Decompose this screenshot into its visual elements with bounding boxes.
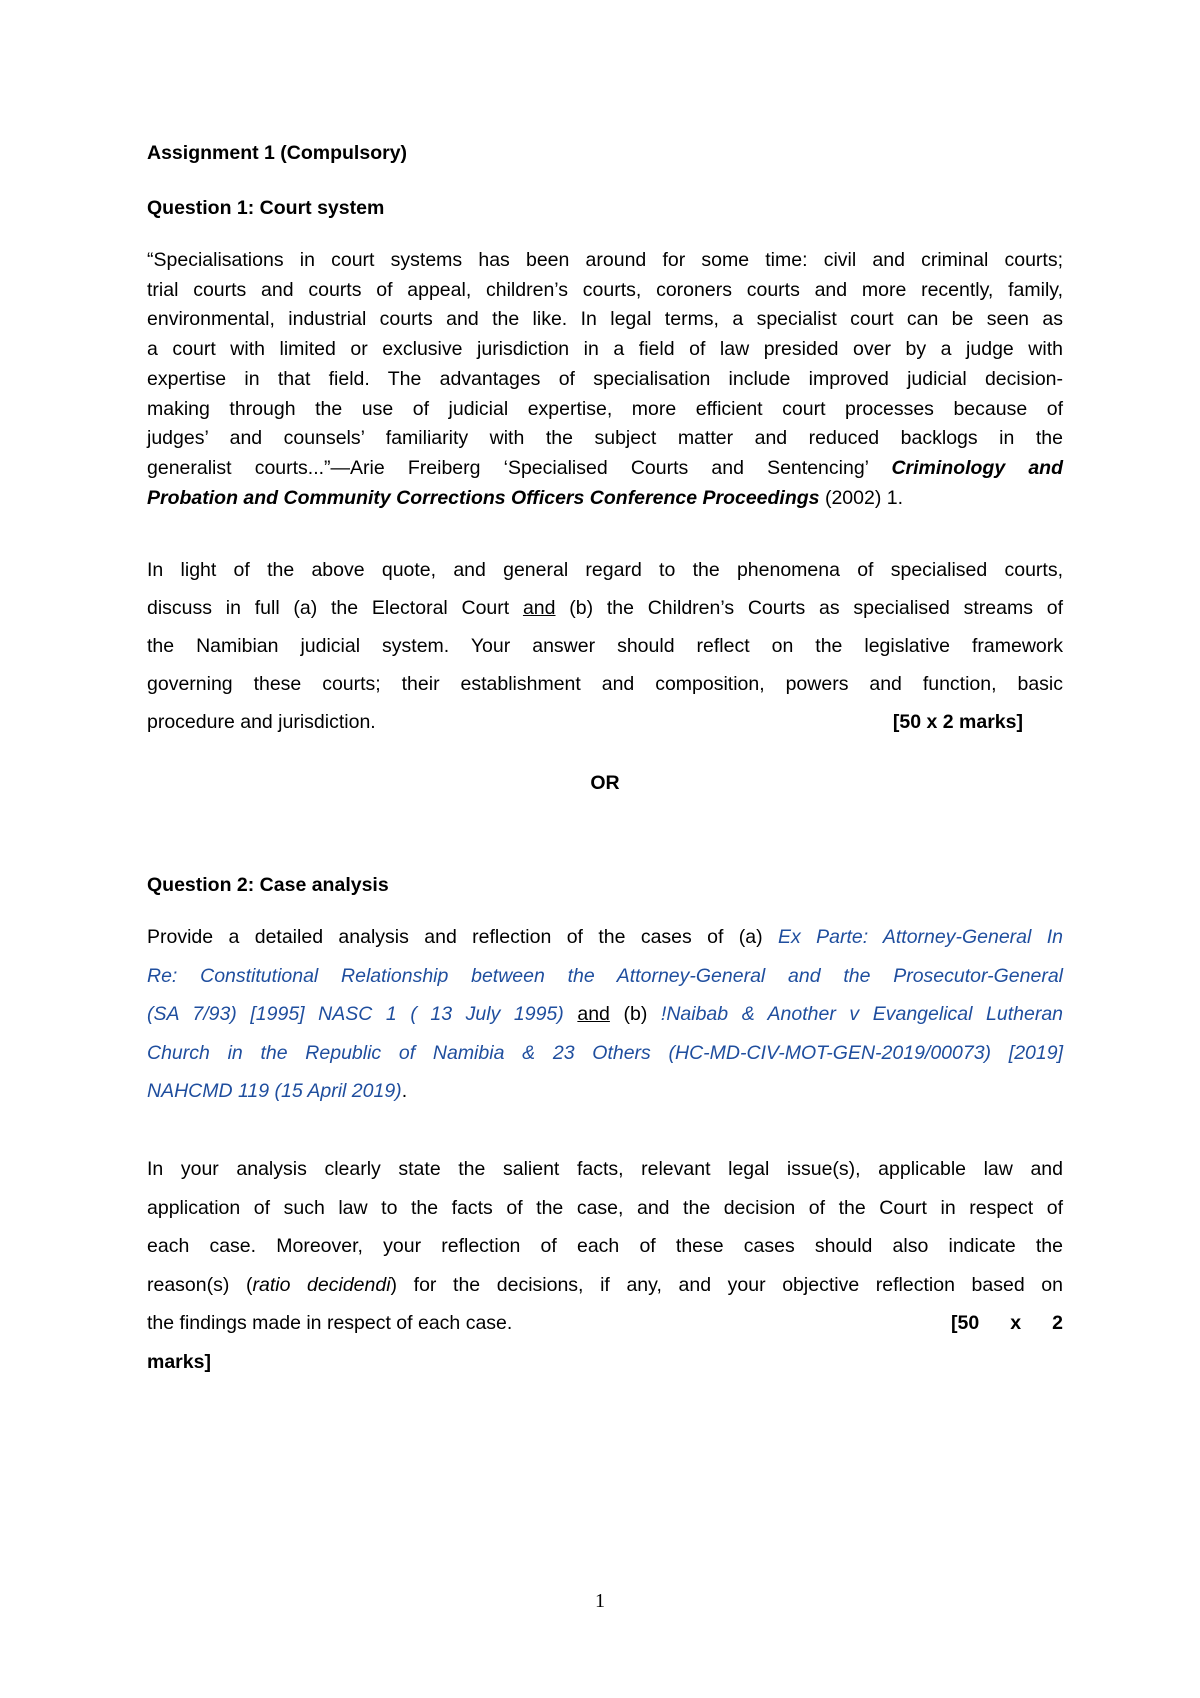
case-line	[147, 918, 1063, 957]
case-line	[147, 1072, 1063, 1111]
case-line	[147, 957, 1063, 996]
case-text: .	[401, 1080, 408, 1102]
case-link-naibab[interactable]: !Naibab & Another v Evangelical Lutheran	[660, 1003, 1064, 1025]
question1-marks: [50 x 2 marks]	[892, 711, 1023, 733]
ratio-decidendi: ratio decidendi	[252, 1273, 391, 1296]
marks-part: x	[1010, 1312, 1022, 1334]
analysis-line: application of such law to the facts of the case, and the decision of the Court in respect of	[147, 1196, 1063, 1219]
quote-line: trial courts and courts of appeal, children’s courts, coroners courts and more recently, family,	[147, 278, 1063, 301]
task-text: discuss in full (a) the Electoral Court	[147, 597, 510, 619]
quote-citation: generalist courts...”—Arie Freiberg ‘Specialised Courts and Sentencing’	[147, 456, 869, 479]
analysis-line: each case. Moreover, your reflection of each of these cases should also indicate the	[147, 1235, 1063, 1257]
quote-source-title: Criminology and	[891, 456, 1064, 479]
analysis-text: reason(s) (	[147, 1273, 253, 1296]
task-text: (b) the Children’s Courts as specialised streams of	[569, 597, 1063, 619]
quote-line: making through the use of judicial expertise, more efficient court processes because of	[147, 397, 1063, 420]
question1-quote	[147, 246, 1063, 513]
quote-line	[147, 454, 1063, 484]
task-line	[147, 589, 1063, 627]
case-line	[147, 1034, 1063, 1073]
case-line	[147, 995, 1063, 1034]
analysis-text: the findings made in respect of each case.	[147, 1312, 513, 1334]
question2-cases	[147, 918, 1063, 1111]
question1-task	[147, 551, 1063, 741]
case-link-ex-parte-cont[interactable]: Re: Constitutional Relationship between the Attorney-General and the Prosecutor-General	[147, 964, 1063, 987]
case-link-ex-parte-citation[interactable]: (SA 7/93) [1995] NASC 1 ( 13 July 1995)	[147, 1003, 564, 1025]
task-line: the Namibian judicial system. Your answer should reflect on the legislative framework	[147, 635, 1063, 657]
analysis-text: ) for the decisions, if any, and your objective reflection based on	[390, 1273, 1063, 1296]
task-line	[147, 703, 1063, 741]
task-text: procedure and jurisdiction.	[147, 711, 376, 733]
quote-line: judges’ and counsels’ familiarity with the subject matter and reduced backlogs in the	[147, 427, 1063, 450]
assignment-title: Assignment 1 (Compulsory)	[147, 142, 408, 164]
question2-heading: Question 2: Case analysis	[147, 874, 389, 896]
task-line: In light of the above quote, and general regard to the phenomena of specialised courts,	[147, 559, 1063, 581]
case-link-naibab-cont[interactable]: Church in the Republic of Namibia & 23 Others (HC-MD-CIV-MOT-GEN-2019/00073) [2019]	[147, 1041, 1063, 1064]
analysis-line	[147, 1266, 1063, 1305]
question2-marks	[951, 1304, 1063, 1343]
quote-line: “Specialisations in court systems has been around for some time: civil and criminal courts;	[147, 249, 1063, 271]
task-line: governing these courts; their establishment and composition, powers and function, basic	[147, 673, 1063, 695]
emphasis-and: and	[522, 597, 556, 619]
quote-line: expertise in that field. The advantages of specialisation include improved judicial decision-	[147, 367, 1063, 390]
analysis-line	[147, 1304, 1063, 1343]
case-link-naibab-citation[interactable]: NAHCMD 119 (15 April 2019)	[147, 1080, 402, 1102]
marks-part: 2	[1052, 1312, 1063, 1334]
marks-part: [50	[951, 1312, 980, 1334]
quote-line: a court with limited or exclusive jurisdiction in a field of law presided over by a judge with	[147, 338, 1063, 361]
quote-source-title-cont: Probation and Community Corrections Officers Conference Proceedings	[147, 486, 820, 509]
emphasis-and: and	[577, 1003, 610, 1025]
question1-heading: Question 1: Court system	[147, 197, 385, 219]
case-text: (b)	[623, 1003, 648, 1025]
quote-line: environmental, industrial courts and the like. In legal terms, a specialist court can be seen as	[147, 308, 1063, 331]
question2-marks-cont: marks]	[147, 1350, 211, 1373]
case-text: Provide a detailed analysis and reflection of the cases of (a)	[147, 926, 763, 948]
quote-source-year: (2002) 1.	[824, 486, 904, 509]
analysis-line: In your analysis clearly state the salient facts, relevant legal issue(s), applicable law and	[147, 1158, 1063, 1180]
case-link-ex-parte[interactable]: Ex Parte: Attorney-General In	[778, 926, 1063, 948]
page-number: 1	[595, 1590, 605, 1612]
or-separator: OR	[590, 772, 620, 794]
question2-analysis	[147, 1150, 1063, 1381]
quote-line	[147, 484, 1063, 514]
